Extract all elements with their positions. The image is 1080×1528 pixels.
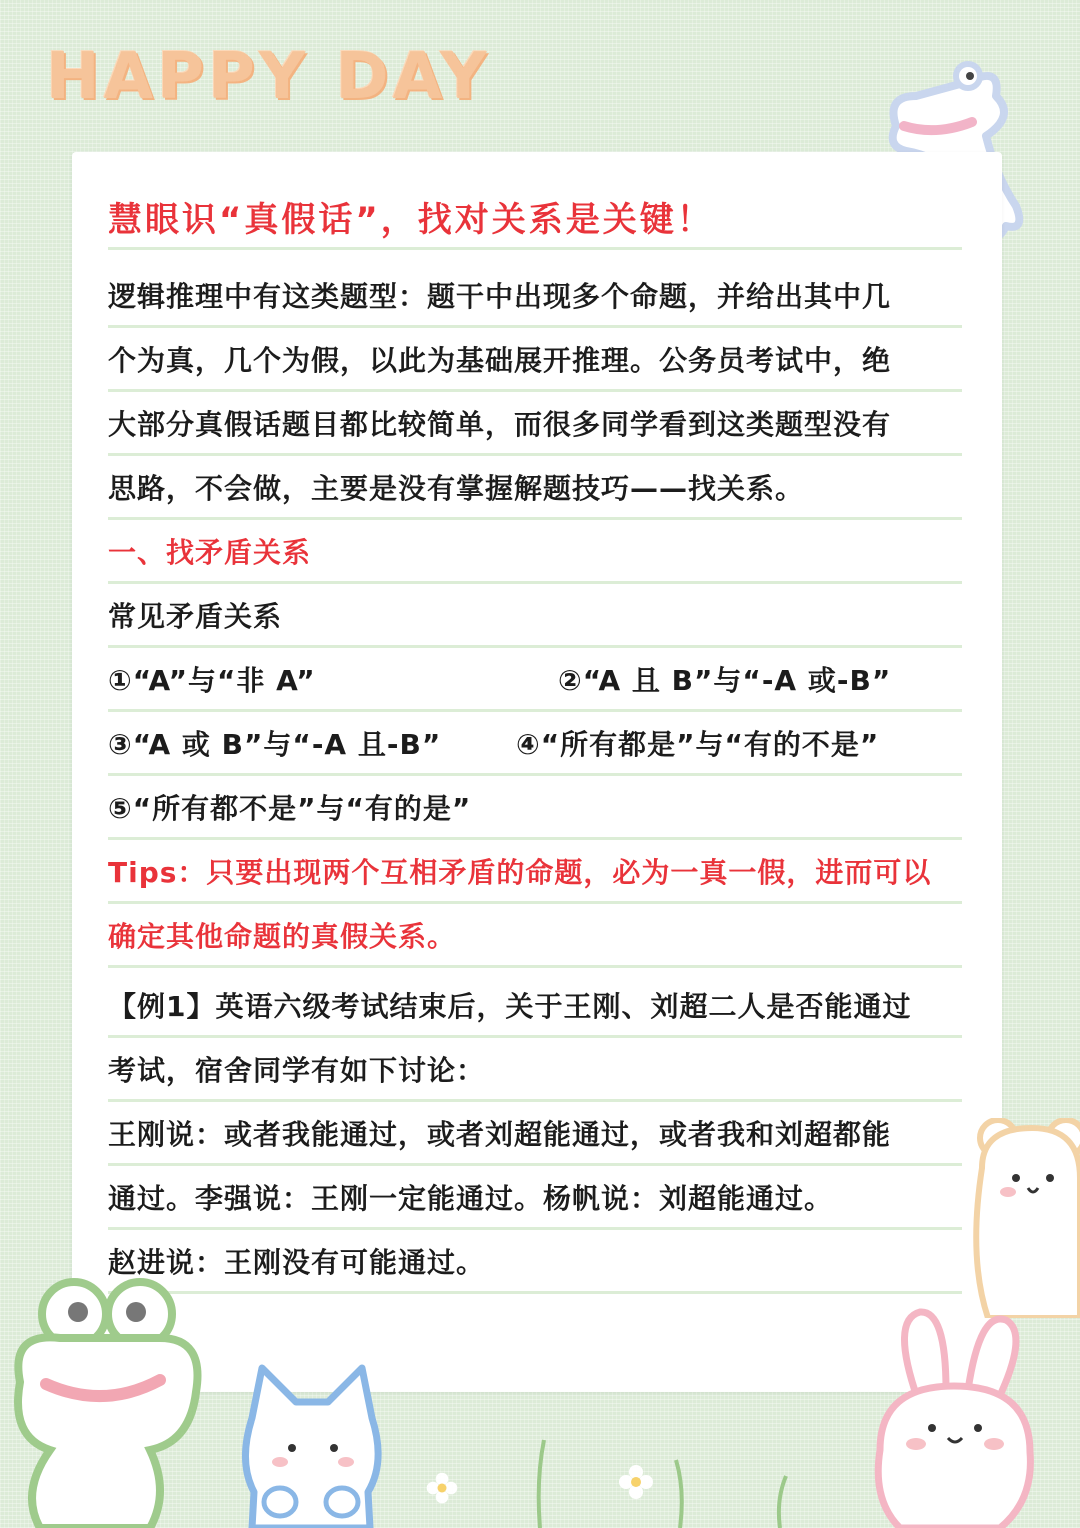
tips-line: 确定其他命题的真假关系。	[108, 904, 962, 968]
rabbit-sticker	[850, 1300, 1060, 1528]
intro-line: 逻辑推理中有这类题型：题干中出现多个命题，并给出其中几	[108, 264, 962, 328]
pair-item: ①“A”与“非 A”	[108, 663, 316, 697]
bear-sticker	[968, 1118, 1080, 1318]
example-line: 【例1】英语六级考试结束后，关于王刚、刘超二人是否能通过	[108, 974, 962, 1038]
pair-row	[108, 776, 962, 840]
tips-line: Tips：只要出现两个互相矛盾的命题，必为一真一假，进而可以	[108, 840, 962, 904]
happy-day-header: HAPPY DAY	[46, 40, 491, 114]
section-heading: 一、找矛盾关系	[108, 520, 962, 584]
intro-line: 大部分真假话题目都比较简单，而很多同学看到这类题型没有	[108, 392, 962, 456]
pair-item: ③“A 或 B”与“-A 且-B”	[108, 727, 442, 761]
example-line: 赵进说：王刚没有可能通过。	[108, 1230, 962, 1294]
example-line: 通过。李强说：王刚一定能通过。杨帆说：刘超能通过。	[108, 1166, 962, 1230]
pair-item: ⑤“所有都不是”与“有的是”	[108, 791, 472, 825]
pair-row	[108, 712, 962, 776]
page-title: 慧眼识“真假话”，找对关系是关键！	[108, 186, 962, 250]
intro-line: 个为真，几个为假，以此为基础展开推理。公务员考试中，绝	[108, 328, 962, 392]
cat-sticker	[236, 1362, 386, 1528]
pair-row	[108, 648, 962, 712]
common-label: 常见矛盾关系	[108, 584, 962, 648]
flower-icon	[424, 1470, 460, 1506]
frog-sticker	[0, 1272, 210, 1528]
pair-item: ②“A 且 B”与“-A 或-B”	[558, 663, 892, 697]
intro-line: 思路，不会做，主要是没有掌握解题技巧——找关系。	[108, 456, 962, 520]
grass-decoration	[480, 1420, 840, 1528]
pair-item: ④“所有都是”与“有的不是”	[516, 727, 880, 761]
example-line: 考试，宿舍同学有如下讨论：	[108, 1038, 962, 1102]
example-line: 王刚说：或者我能通过，或者刘超能通过，或者我和刘超都能	[108, 1102, 962, 1166]
